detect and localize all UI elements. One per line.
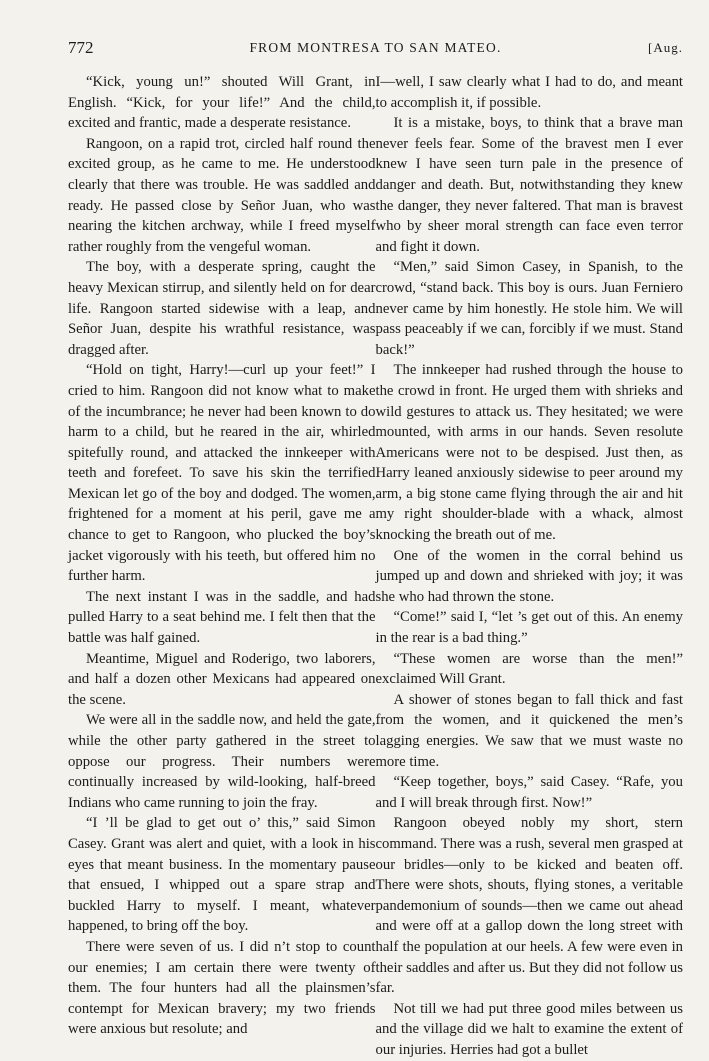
page-number: 772 <box>68 38 94 57</box>
issue-month: [Aug. <box>648 40 683 55</box>
running-head <box>68 36 683 62</box>
paragraph: Rangoon, on a rapid trot, circled half round the excited group, as he came to me. He understood clearly that there was trouble. He was saddled and ready. He passed close by Señor Juan, who was nearing the kitchen archway, while I freed myself rather roughly from the vengeful woman. <box>68 135 376 255</box>
paragraph: Rangoon obeyed nobly my short, stern command. There was a rush, several men grasped at our bridles—only to be kicked and beaten off. There were shots, shouts, flying stones, a veritable pandemonium of sounds—then we came out ahead and were off at a gallop down the long street with half the population at our heels. A few were even in their saddles and after us. But they did not follow us far. <box>375 815 683 997</box>
paragraph: The innkeeper had rushed through the house to the crowd in front. He urged them with shrieks and wild gestures to attack us. They hesitated; we were mounted, with arms in our hands. Seven resolute Americans were not to be despised. Just then, as Harry leaned anxiously sidewise to peer around my arm, a big stone came flying through the air and hit my right shoulder-blade with a whack, almost knocking the breath out of me. <box>375 362 683 544</box>
paragraph: “Men,” said Simon Casey, in Spanish, to the crowd, “stand back. This boy is ours. Juan Ferniero never came by him honestly. He stole him. We will pass peaceably if we can, forcibly if we must. Stand back!” <box>375 259 683 358</box>
paragraph: Not till we had put three good miles between us and the village did we halt to examine the extent of our injuries. Herries had got a bullet <box>375 1000 683 1058</box>
paragraph: The boy, with a desperate spring, caught the heavy Mexican stirrup, and silently held on for dear life. Rangoon started sidewise with a leap, and Señor Juan, despite his wrathful resistance, was dragged after. <box>68 259 376 358</box>
right-column <box>376 72 684 1061</box>
paragraph: It is a mistake, boys, to think that a brave man never feels fear. Some of the bravest men I ever knew I have seen turn pale in the presence of danger and death. But, notwithstanding they knew the danger, they never faltered. That man is bravest who by sheer moral strength can face even terror and fight it down. <box>375 115 683 255</box>
paragraph: I—well, I saw clearly what I had to do, and meant to accomplish it, if possible. <box>375 74 683 111</box>
paragraph: “Kick, young un!” shouted Will Grant, in English. “Kick, for your life!” And the child, excited and frantic, made a desperate resistance. <box>68 74 376 132</box>
paragraph: “These women are worse than the men!” exclaimed Will Grant. <box>375 650 683 688</box>
paragraph: We were all in the saddle now, and held the gate, while the other party gathered in the street to oppose our progress. Their numbers were continually increased by wild-looking, half-breed Indians who came running to join the fray. <box>68 712 376 811</box>
paragraph: “Keep together, boys,” said Casey. “Rafe, you and I will break through first. Now!” <box>375 774 683 811</box>
paragraph: There were seven of us. I did n’t stop to count our enemies; I am certain there were twenty of them. The four hunters had all the plainsmen’s contempt for Mexican bravery; my two friends were anxious but resolute; and <box>68 938 376 1038</box>
paragraph: “Come!” said I, “let ’s get out of this. An enemy in the rear is a bad thing.” <box>375 609 683 647</box>
paragraph: The next instant I was in the saddle, and had pulled Harry to a seat behind me. I felt then that the battle was half gained. <box>68 588 376 647</box>
paragraph: A shower of stones began to fall thick and fast from the women, and it quickened the men’s lagging energies. We saw that we must waste no more time. <box>375 691 683 770</box>
paragraph: One of the women in the corral behind us jumped up and down and shrieked with joy; it was she who had thrown the stone. <box>375 547 683 605</box>
running-title: FROM MONTRESA TO SAN MATEO. <box>249 40 502 55</box>
paragraph: “I ’ll be glad to get out o’ this,” said Simon Casey. Grant was alert and quiet, with a look in his eyes that meant business. In the momentary pause that ensued, I whipped out a spare strap and buckled Harry to myself. I meant, whatever happened, to bring off the boy. <box>68 815 376 935</box>
text-columns <box>68 72 683 1061</box>
paragraph: “Hold on tight, Harry!—curl up your feet!” I cried to him. Rangoon did not know what to make of the incumbrance; he never had been known to do harm to a child, but he reared in the air, whirled spitefully round, and attacked the innkeeper with teeth and forefeet. To save his skin the terrified Mexican let go of the boy and dodged. The women, frightened for a moment at his peril, gave me a chance to get to Rangoon, who plucked the boy’s jacket vigorously with his teeth, but offered him no further harm. <box>68 362 376 585</box>
left-column <box>68 72 376 1061</box>
paragraph: Meantime, Miguel and Roderigo, two laborers, and half a dozen other Mexicans had appeared on the scene. <box>68 650 376 708</box>
